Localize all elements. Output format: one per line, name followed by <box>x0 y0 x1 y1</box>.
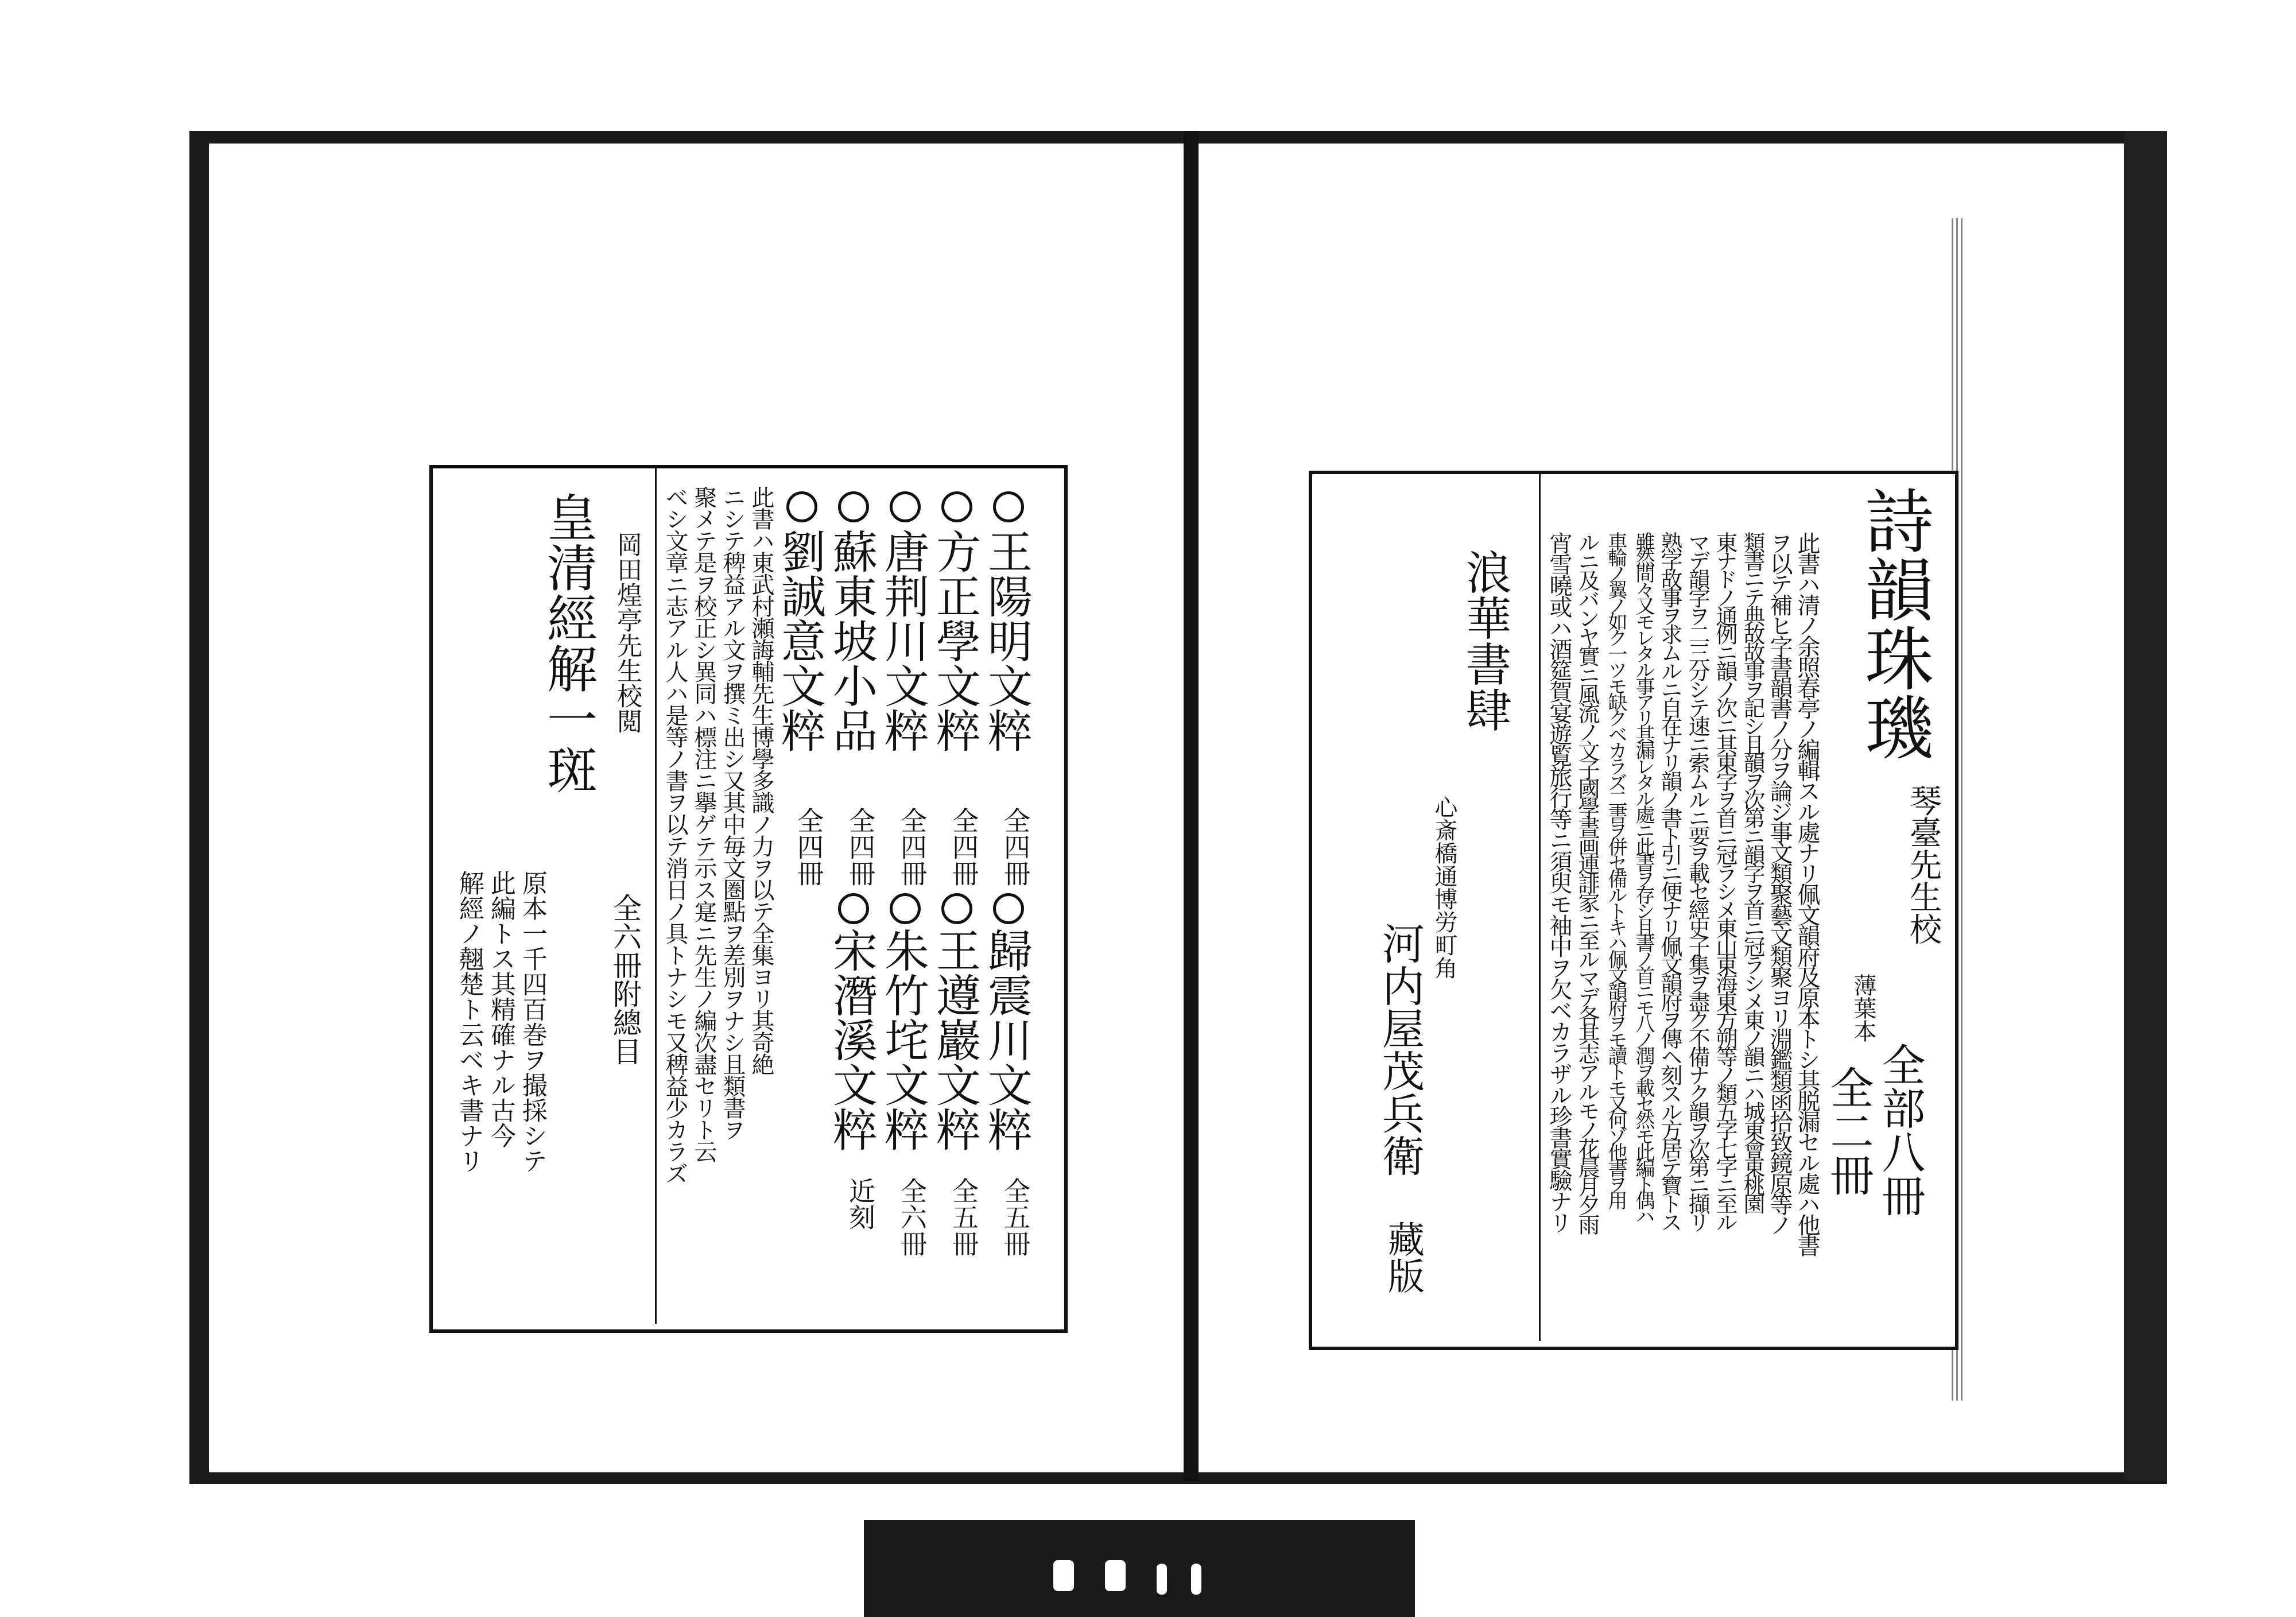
catalog-volume: 全六冊 <box>897 1177 928 1257</box>
edition-label: 薄葉本 <box>1850 974 1876 1042</box>
right-page-frame <box>1309 471 1958 1350</box>
description-line: ヲ以テ補ヒ字書韻書ノ分ヲ論ジ事文類聚藝文類聚ヨリ淵鑑類函拾致鏡原等ノ <box>1766 532 1793 1234</box>
book-title: 詩韻珠璣 <box>1853 486 1933 761</box>
scan-edge-bottom <box>189 1472 2167 1484</box>
volume-note: 全六冊附總目 <box>608 893 642 1065</box>
catalog-volume: 全四冊 <box>845 807 876 886</box>
catalog-volume: 全四冊 <box>793 807 824 886</box>
circle-mark-icon <box>890 893 921 924</box>
label-mark <box>1157 1564 1167 1595</box>
book-gutter <box>1184 131 1199 1481</box>
description-line: 此書ハ清ノ余照春亭ノ編輯スル處ナリ佩文韻府及原本トシ其脱漏セル處ハ他書 <box>1794 532 1820 1255</box>
archive-label-tab <box>864 1520 1415 1617</box>
circle-mark-icon <box>993 491 1024 522</box>
catalog-title: 朱竹垞文粹 <box>877 928 929 1151</box>
scan-edge-right <box>2124 131 2167 1481</box>
description-line: 此編トス其精確ナル古今 <box>486 870 515 1148</box>
description-line: 雖然間々又モレタル事アリ其漏レタル處ニ此書ヲ存シ且書ノ首ニモ八ノ潤ヲ載セ然モ此編ト偶ハ <box>1632 532 1655 1223</box>
description-line: 原本一千四百巻ヲ撮採シテ <box>518 870 547 1173</box>
publisher-address: 心斎橋通博労町角 <box>1431 796 1457 979</box>
catalog-title: 歸震川文粹 <box>980 928 1032 1151</box>
description-line: 熟字故事ヲ求ムルニ自在ナリ韻ノ書ト引ニ便ナリ佩文韻府ヲ傳ヘ刻スル方居テ寶トス <box>1657 532 1682 1230</box>
column-divider <box>1539 474 1541 1341</box>
description-line: ルニ及バンヤ實ニ風流ノ文子國學書画連誹家ニ至ルマデ各其志アルモノ花晨月夕雨 <box>1574 532 1600 1232</box>
book-title: 皇清經解一斑 <box>539 491 598 794</box>
catalog-volume: 全五冊 <box>948 1177 979 1257</box>
circle-mark-icon <box>838 893 869 924</box>
scan-edge-top <box>189 131 2167 144</box>
scan-edge-left <box>189 131 209 1481</box>
catalog-title: 方正學文粹 <box>929 529 980 753</box>
description-line: 此書ハ東武村瀬誨輔先生博學多識ノ力ヲ以テ全集ヨリ其奇絶 <box>748 486 774 1075</box>
catalog-title: 蘇東坡小品 <box>825 529 877 753</box>
publisher-label: 浪華書肆 <box>1458 549 1511 732</box>
description-line: ニシテ稗益アル文ヲ撰ミ出シ又其中毎文圏點ヲ差別ヲナシ且類書ヲ <box>719 486 746 1140</box>
editor-name: 岡田煌亭先生校閲 <box>612 532 642 734</box>
catalog-volume: 全四冊 <box>897 807 928 886</box>
publisher-name: 河内屋茂兵衛 <box>1375 922 1425 1177</box>
description-line: ベシ文章ニ志アル人ハ是等ノ書ヲ以テ消日ノ具トナシモ又稗益少カラズ <box>662 486 688 1184</box>
circle-mark-icon <box>993 893 1024 924</box>
description-line: 聚メテ是ヲ校正シ異同ハ標注ニ擧ゲテ示ス寔ニ先生ノ編次盡セリト云 <box>691 486 717 1162</box>
volume-thin: 全二冊 <box>1823 1065 1874 1196</box>
catalog-title: 唐荆川文粹 <box>877 529 929 753</box>
circle-mark-icon <box>838 491 869 522</box>
catalog-volume: 全五冊 <box>1000 1177 1031 1257</box>
circle-mark-icon <box>890 491 921 522</box>
publisher-stamp: 藏版 <box>1382 1220 1424 1294</box>
label-mark <box>1191 1564 1201 1595</box>
catalog-volume: 全四冊 <box>948 807 979 886</box>
circle-mark-icon <box>786 491 817 522</box>
description-line: マデ韻字ヲ二三分シテ速ニ索ムルニ要ヲ載セ經史子集ヲ盡ク不備ナク韻ヲ次第ニ擷リ <box>1685 532 1710 1230</box>
left-page-frame <box>429 465 1068 1333</box>
catalog-title: 宋潛溪文粹 <box>825 928 877 1151</box>
catalog-title: 劉誠意文粹 <box>774 529 825 753</box>
description-line: 解經ノ翹楚ト云ベキ書ナリ <box>455 870 484 1173</box>
circle-mark-icon <box>941 893 972 924</box>
label-mark <box>1053 1560 1074 1591</box>
description-line: 宵雪曉或ハ酒筵賀宴遊覧旅行等ニ須臾モ袖中ヲ欠ベカラザル珍書實驗ナリ <box>1546 532 1572 1232</box>
description-line: 車輪ノ翼ノ如ク一ツモ缺クベカラズ二書ヲ併セ備ルトキハ佩文韻府ヲモ讀トモ又何ゾ他書ヲ用 <box>1604 532 1627 1207</box>
catalog-title: 王遵巖文粹 <box>929 928 980 1151</box>
description-line: 類書ニテ典故故事ヲ記シ且韻ヲ次第ニ韻字ヲ首ニ冠ラシメ東ノ韻ニハ城東會東桃園 <box>1740 532 1765 1211</box>
circle-mark-icon <box>941 491 972 522</box>
label-mark <box>1105 1560 1126 1591</box>
column-divider <box>655 468 657 1324</box>
catalog-volume: 近刻 <box>845 1177 876 1230</box>
catalog-volume: 全四冊 <box>1000 807 1031 886</box>
description-line: 東ナドノ通例ニ韻ノ次ニ其東字ヲ首ニ冠ラシメ東山東海東方朔等ノ類五字七字ニ至ル <box>1712 532 1737 1230</box>
volume-total: 全部八冊 <box>1875 1042 1926 1217</box>
catalog-title: 王陽明文粹 <box>980 529 1032 753</box>
editor-name: 琴臺先生校 <box>1905 784 1942 945</box>
